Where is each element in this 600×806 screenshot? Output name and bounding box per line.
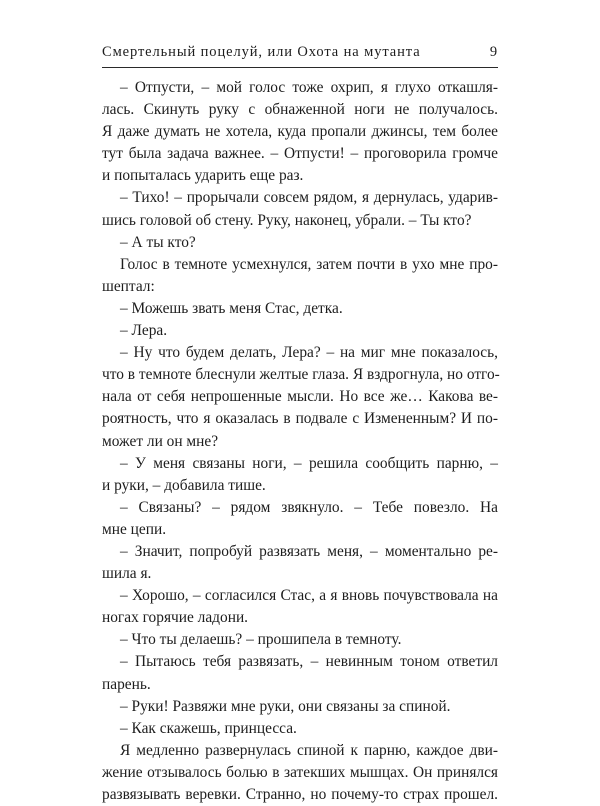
running-title: Смертельный поцелуй, или Охота на мутанта	[102, 44, 421, 60]
text-line: – Что ты делаешь? – прошипела в темноту.	[120, 631, 402, 649]
text-line: мне цепи.	[102, 520, 167, 538]
page-number: 9	[489, 44, 498, 60]
text-line: парень.	[102, 675, 151, 693]
text-line: ногах горячие ладони.	[102, 609, 249, 627]
text-line: шись головой об стену. Руку, наконец, убрали. – Ты кто?	[102, 211, 472, 229]
text-line: и попыталась ударить еще раз.	[102, 167, 304, 185]
text-line: – Значит, попробуй развязать меня, – моментально ре-	[120, 542, 498, 560]
text-line: – У меня связаны ноги, – решила сообщить парню, –	[120, 454, 498, 472]
body-text	[102, 77, 498, 806]
text-line: Я медленно развернулась спиной к парню, каждое дви-	[120, 741, 498, 759]
text-line: – Лера.	[120, 322, 168, 340]
text-line: может ли он мне?	[102, 432, 219, 450]
text-line: что в темноте блеснули желтые глаза. Я вздрогнула, но отго-	[102, 366, 500, 384]
text-line: развязывать веревки. Странно, но почему-то страх прошел.	[102, 786, 498, 803]
text-line: – Хорошо, – согласился Стас, а я вновь почувствовала на	[120, 587, 498, 605]
text-line: – Тихо! – прорычали совсем рядом, я дернулась, ударив-	[120, 189, 498, 207]
text-line: – Можешь звать меня Стас, детка.	[120, 299, 343, 317]
text-line: Я даже думать не хотела, куда пропали джинсы, тем более	[102, 123, 498, 141]
text-line: лась. Скинуть руку с обнаженной ноги не получалось.	[102, 101, 498, 119]
text-line: роятность, что я оказалась в подвале с Измененным? И по-	[102, 410, 498, 428]
text-line: тут была задача важнее. – Отпусти! – проговорила громче	[102, 145, 498, 163]
text-line: – Отпусти, – мой голос тоже охрип, я глухо откашля-	[120, 79, 498, 96]
text-line: Голос в темноте усмехнулся, затем почти в ухо мне про-	[120, 255, 498, 273]
text-line: и руки, – добавила тише.	[102, 476, 266, 494]
text-line: – Как скажешь, принцесса.	[120, 719, 297, 737]
text-line: – Связаны? – рядом звякнуло. – Тебе повезло. На	[120, 498, 498, 516]
text-line: нала от себя непрошенные мысли. Но все же… Какова ве-	[102, 388, 498, 406]
header-rule	[102, 67, 498, 68]
text-line: – Пытаюсь тебя развязать, – невинным тоном ответил	[120, 653, 498, 671]
text-line: – А ты кто?	[120, 233, 196, 251]
running-head	[102, 44, 498, 64]
text-line: шептал:	[102, 277, 155, 295]
text-line: – Руки! Развяжи мне руки, они связаны за спиной.	[120, 697, 451, 715]
text-line: шила я.	[102, 565, 152, 583]
text-line: жение отзывалось болью в затекших мышцах. Он принялся	[102, 763, 498, 781]
text-line: – Ну что будем делать, Лера? – на миг мне показалось,	[120, 344, 498, 362]
